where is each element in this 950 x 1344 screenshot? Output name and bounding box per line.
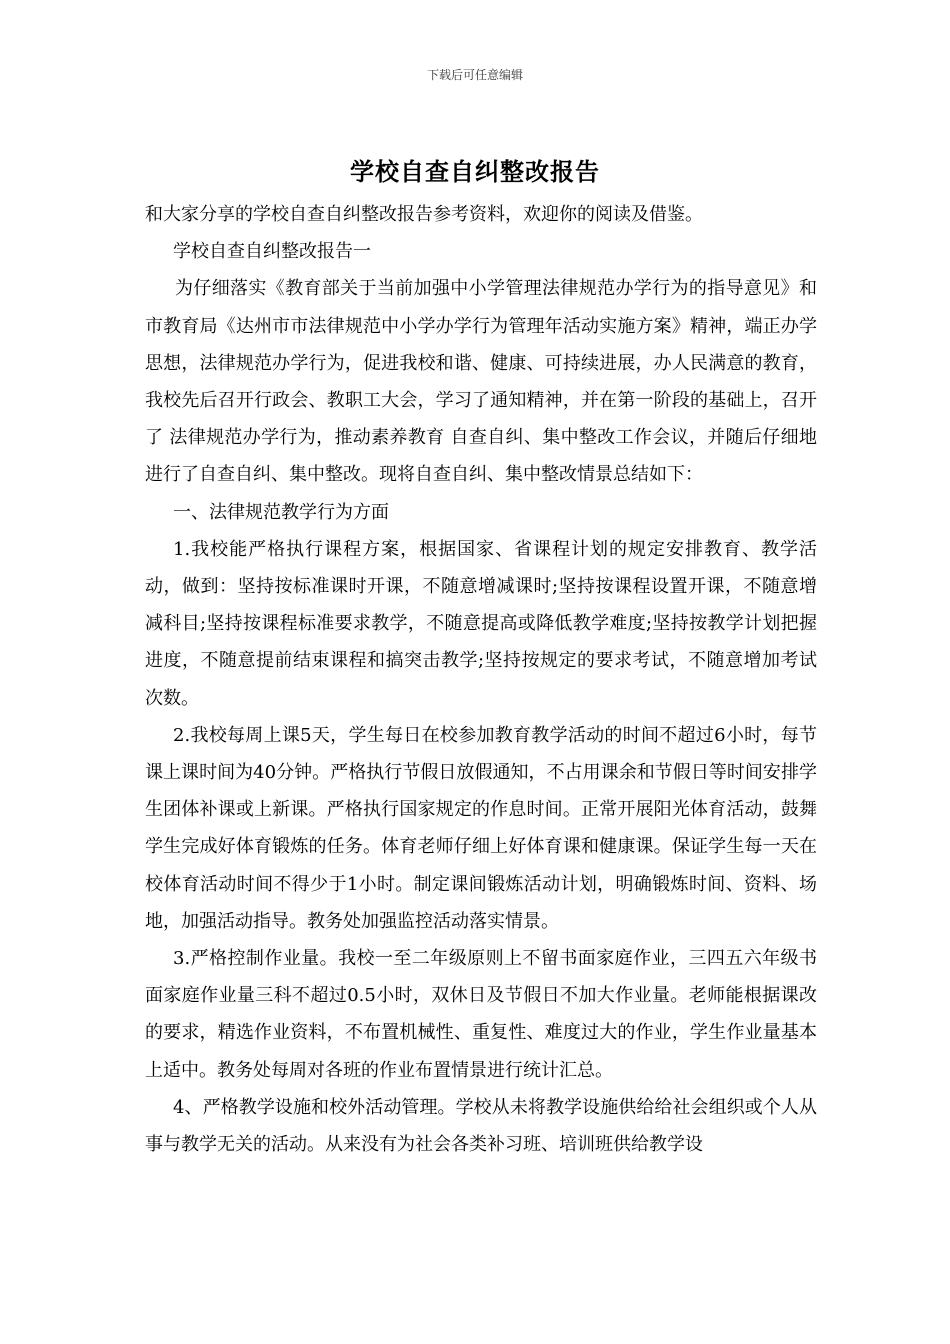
body-paragraph: 3.严格控制作业量。我校一至二年级原则上不留书面家庭作业，三四五六年级书面家庭作业量三科不超过0.5小时，双休日及节假日不加大作业量。老师能根据课改的要求，精选作业资料，不布置机械性、重复性、难度过大的作业，学生作业量基本上适中。教务处每周对各班的作业布置情景进行统计汇总。 bbox=[145, 948, 817, 1081]
section-heading: 一、法律规范教学行为方面 bbox=[173, 501, 389, 523]
intro-paragraph: 和大家分享的学校自查自纠整改报告参考资料，欢迎你的阅读及借鉴。 bbox=[145, 204, 703, 225]
body-paragraph: 为仔细落实《教育部关于当前加强中小学管理法律规范办学行为的指导意见》和市教育局《达州市市法律规范中小学办学行为管理年活动实施方案》精神，端正办学思想，法律规范办学行为，促进我校和谐、健康、可持续进展，办人民满意的教育，我校先后召开行政会、教职工大会，学习了通知精神，并在第一阶段的基础上，召开了 法律规范办学行为，推动素养教育 自查自纠、集中整改工作会议，并随后仔细地进行了自查自纠、集中整改。现将自查自纠、集中整改情景总结如下： bbox=[145, 278, 817, 486]
report-subtitle: 学校自查自纠整改报告一 bbox=[173, 241, 371, 263]
body-paragraph: 4、严格教学设施和校外活动管理。学校从未将教学设施供给给社会组织或个人从事与教学无关的活动。从来没有为社会各类补习班、培训班供给教学设 bbox=[145, 1096, 817, 1156]
document-title: 学校自查自纠整改报告 bbox=[350, 157, 600, 186]
header-note: 下载后可任意编辑 bbox=[426, 68, 523, 82]
document-body bbox=[145, 196, 817, 1163]
body-paragraph: 1.我校能严格执行课程方案，根据国家、省课程计划的规定安排教育、教学活动，做到：坚持按标准课时开课，不随意增减课时;坚持按课程设置开课，不随意增减科目;坚持按课程标准要求教学，不随意提高或降低教学难度;坚持按教学计划把握进度，不随意提前结束课程和搞突击教学;坚持按规定的要求考试，不随意增加考试次数。 bbox=[145, 538, 817, 709]
body-paragraph: 2.我校每周上课5天，学生每日在校参加教育教学活动的时间不超过6小时，每节课上课时间为40分钟。严格执行节假日放假通知，不占用课余和节假日等时间安排学生团体补课或上新课。严格执行国家规定的作息时间。正常开展阳光体育活动，鼓舞学生完成好体育锻炼的任务。体育老师仔细上好体育课和健康课。保证学生每一天在校体育活动时间不得少于1小时。制定课间锻炼活动计划，明确锻炼时间、资料、场地，加强活动指导。教务处加强监控活动落实情景。 bbox=[145, 724, 817, 932]
